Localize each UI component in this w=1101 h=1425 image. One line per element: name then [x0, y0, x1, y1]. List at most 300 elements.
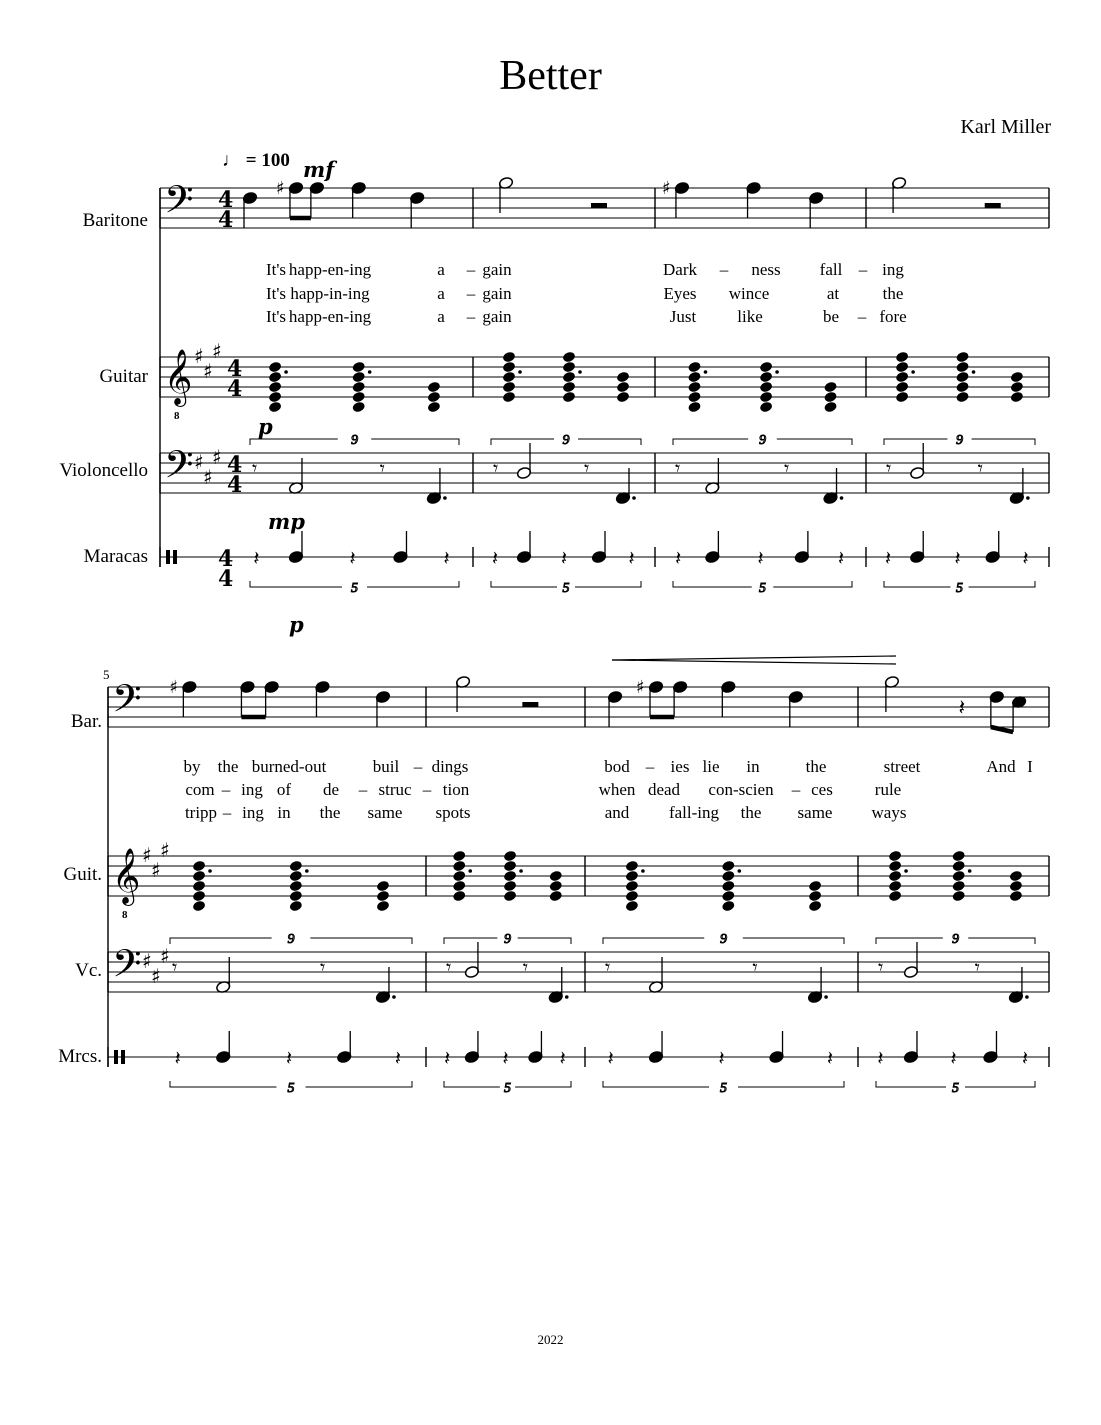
- time-signature-top: 4: [227, 452, 243, 478]
- chord-note: [268, 381, 282, 394]
- chord-note: [759, 401, 773, 414]
- lyric-syllable: fore: [879, 307, 907, 326]
- chord-note: [502, 391, 516, 404]
- bass-clef-icon: 𝄢: [164, 177, 194, 231]
- quarter-rest: 𝄽: [559, 1046, 566, 1070]
- tuplet-number: 9: [351, 433, 358, 448]
- chord-note: [503, 850, 517, 863]
- chord-note: [955, 351, 969, 364]
- quarter-rest: 𝄽: [1022, 1046, 1029, 1070]
- tuplet-number: 5: [720, 1081, 727, 1096]
- lyric-syllable: con-scien: [708, 780, 774, 799]
- eighth-rest: 𝄾: [752, 955, 758, 979]
- lyric-syllable: a: [437, 284, 445, 303]
- chord-note: [687, 371, 701, 384]
- chord-note: [808, 900, 822, 913]
- chord-note: [808, 890, 822, 903]
- percussion-clef-icon: [166, 550, 170, 564]
- lyric-syllable: by: [183, 757, 201, 776]
- eighth-rest: 𝄾: [783, 456, 790, 480]
- chord-note: [759, 381, 773, 394]
- quarter-rest: 𝄽: [492, 546, 499, 570]
- percussion-clef-icon: [173, 550, 177, 564]
- time-signature-top: 4: [218, 187, 234, 213]
- instrument-name-maracas: Maracas: [83, 546, 148, 567]
- chord-note: [376, 890, 390, 903]
- time-signature-top: 4: [227, 356, 243, 382]
- lyric-syllable: in: [746, 757, 760, 776]
- dot: [824, 995, 828, 999]
- lyric-syllable: tripp: [184, 803, 218, 822]
- chord-note: [452, 890, 466, 903]
- chord-note: [955, 371, 969, 384]
- lyric-syllable: happ-en-ing: [288, 260, 372, 279]
- lyric-syllable: ies: [670, 757, 690, 776]
- chord-note: [823, 391, 837, 404]
- notes: [169, 176, 1029, 1070]
- sharp-icon: ♯: [212, 339, 222, 363]
- sharp-icon: ♯: [142, 843, 152, 867]
- chord-note: [562, 381, 576, 394]
- chord-note: [952, 850, 966, 863]
- chord-note: [502, 351, 516, 364]
- sharp-icon: ♯: [203, 465, 213, 489]
- chord-note: [562, 351, 576, 364]
- chord-note: [759, 361, 773, 374]
- eighth-rest: 𝄾: [675, 456, 681, 480]
- dot: [632, 496, 636, 500]
- quarter-rest: 𝄽: [349, 546, 356, 570]
- quarter-rest: 𝄽: [444, 1046, 451, 1070]
- lyric-syllable: –: [466, 284, 476, 303]
- time-signature-bottom: 4: [227, 376, 243, 402]
- chord-note: [955, 391, 969, 404]
- chord-note: [1010, 371, 1024, 384]
- tuplet-number: 5: [562, 581, 570, 596]
- tempo-value: = 100: [245, 150, 290, 171]
- lyric-syllable: ness: [751, 260, 781, 279]
- lyric-syllable: the: [217, 757, 239, 776]
- chord-note: [562, 371, 576, 384]
- lyric-syllable: –: [422, 780, 432, 799]
- dot: [775, 370, 779, 374]
- lyric-syllable: –: [719, 260, 729, 279]
- quarter-rest: 𝄽: [394, 1046, 402, 1070]
- chord-note: [562, 391, 576, 404]
- percussion-clef-icon: [114, 1050, 118, 1064]
- chord-note: [721, 870, 735, 883]
- chord-note: [352, 361, 366, 374]
- lyric-syllable: –: [221, 780, 231, 799]
- dot: [1026, 496, 1030, 500]
- chord-note: [721, 860, 735, 873]
- chord-note: [503, 890, 517, 903]
- lyric-syllable: and: [604, 803, 630, 822]
- lyric-syllable: dead: [647, 780, 681, 799]
- chord-note: [955, 381, 969, 394]
- lyric-syllable: It's: [265, 260, 287, 279]
- lyric-syllable: It's: [265, 307, 287, 326]
- dot: [911, 370, 915, 374]
- tuplet-number: 9: [956, 433, 963, 448]
- sharp-icon: ♯: [151, 964, 161, 988]
- half-rest: [522, 702, 538, 707]
- chord-note: [616, 391, 630, 404]
- chord-note: [289, 890, 303, 903]
- chord-note: [1009, 870, 1023, 883]
- tuplet-number: 9: [504, 932, 511, 947]
- dot: [468, 869, 472, 873]
- time-signature-bottom: 4: [218, 566, 234, 592]
- sharp-icon: ♯: [160, 838, 170, 862]
- chord-note: [268, 401, 282, 414]
- chord-note: [1010, 391, 1024, 404]
- chord-note: [503, 880, 517, 893]
- eighth-rest: 𝄾: [252, 456, 258, 480]
- dot: [518, 370, 522, 374]
- tuplet-number: 5: [287, 1081, 295, 1096]
- eighth-rest: 𝄾: [977, 456, 983, 480]
- chord-note: [289, 900, 303, 913]
- chord-note: [352, 401, 366, 414]
- lyric-syllable: –: [466, 260, 476, 279]
- quarter-rest: 𝄽: [561, 546, 568, 570]
- lyric-syllable: same: [367, 803, 403, 822]
- chord-note: [352, 371, 366, 384]
- time-signature-bottom: 4: [218, 207, 234, 233]
- lyric-syllable: wince: [728, 284, 770, 303]
- chord-note: [625, 880, 639, 893]
- chord-note: [895, 361, 909, 374]
- chord-note: [268, 361, 282, 374]
- lyric-syllable: same: [797, 803, 833, 822]
- lyric-syllable: gain: [482, 284, 512, 303]
- chord-note: [452, 880, 466, 893]
- bass-clef-icon: 𝄢: [112, 941, 142, 995]
- quarter-rest: 𝄽: [286, 1046, 293, 1070]
- instrument-short-guitar: Guit.: [63, 864, 102, 885]
- chord-note: [502, 371, 516, 384]
- chord-note: [888, 870, 902, 883]
- chord-note: [352, 381, 366, 394]
- chord-note: [759, 371, 773, 384]
- chord-note: [427, 391, 441, 404]
- dot: [840, 496, 844, 500]
- lyric-syllable: gain: [482, 307, 512, 326]
- tuplet-number: 5: [759, 581, 766, 596]
- chord-note: [823, 401, 837, 414]
- dot: [208, 869, 212, 873]
- lyric-syllable: Dark: [663, 260, 697, 279]
- eighth-rest: 𝄾: [886, 456, 892, 480]
- dot: [968, 869, 972, 873]
- barlines: [108, 188, 1049, 1067]
- dot: [904, 869, 908, 873]
- lyric-syllable: the: [882, 284, 904, 303]
- eighth-rest: 𝄾: [493, 456, 499, 480]
- lyric-syllable: the: [805, 757, 827, 776]
- lyric-syllable: –: [222, 803, 232, 822]
- lyric-syllable: tion: [442, 780, 470, 799]
- eighth-rest: 𝄾: [379, 456, 385, 480]
- dot: [519, 869, 523, 873]
- lyric-syllable: It's: [265, 284, 287, 303]
- tuplet-brackets: [170, 433, 1035, 1096]
- quarter-rest: 𝄽: [954, 546, 961, 570]
- lyric-syllable: –: [645, 757, 655, 776]
- chord-note: [376, 900, 390, 913]
- quarter-rest: 𝄽: [877, 1046, 884, 1070]
- quarter-rest: 𝄽: [675, 546, 682, 570]
- dynamic-mp: mp: [268, 509, 305, 534]
- chord-note: [268, 371, 282, 384]
- chord-note: [562, 361, 576, 374]
- chord-note: [687, 381, 701, 394]
- chord-note: [888, 880, 902, 893]
- lyric-syllable: –: [858, 260, 868, 279]
- half-rest: [985, 203, 1001, 208]
- lyric-syllable: Just: [669, 307, 697, 326]
- time-signature-bottom: 4: [227, 472, 243, 498]
- chord-note: [376, 880, 390, 893]
- dot: [641, 869, 645, 873]
- chord-note: [808, 880, 822, 893]
- lyric-syllable: street: [883, 757, 921, 776]
- quarter-note-icon: ♩: [222, 150, 241, 171]
- chord-note: [687, 361, 701, 374]
- lyric-syllable: –: [358, 780, 368, 799]
- tuplet-number: 9: [562, 433, 570, 448]
- quarter-rest: 𝄽: [502, 1046, 509, 1070]
- instrument-short-baritone: Bar.: [70, 711, 102, 732]
- chord-note: [888, 860, 902, 873]
- eighth-rest: 𝄾: [522, 955, 529, 979]
- quarter-rest: 𝄽: [1022, 546, 1029, 570]
- quarter-rest: 𝄽: [958, 696, 966, 721]
- chord-note: [625, 900, 639, 913]
- chord-note: [452, 870, 466, 883]
- lyric-syllable: rule: [874, 780, 902, 799]
- chord-note: [192, 880, 206, 893]
- footer-year: 2022: [537, 1332, 564, 1347]
- measure-number: 5: [103, 667, 110, 682]
- sharp-icon: ♯: [194, 450, 204, 474]
- half-rest: [591, 203, 607, 208]
- chord-note: [721, 890, 735, 903]
- bass-clef-icon: 𝄢: [112, 676, 142, 730]
- lyric-syllable: ing: [882, 260, 904, 279]
- chord-note: [625, 860, 639, 873]
- chord-note: [1010, 381, 1024, 394]
- bass-clef-icon: 𝄢: [164, 442, 194, 496]
- chord-note: [502, 361, 516, 374]
- staff-lines: [108, 188, 1049, 1057]
- chord-note: [952, 880, 966, 893]
- decrescendo-hairpin: [612, 656, 896, 664]
- tuplet-number: 5: [504, 1081, 511, 1096]
- chord-note: [952, 860, 966, 873]
- chord-note: [352, 391, 366, 404]
- chord-note: [616, 381, 630, 394]
- lyric-syllable: ways: [871, 803, 907, 822]
- beam: [991, 727, 1013, 732]
- composer: Karl Miller: [960, 116, 1051, 138]
- quarter-rest: 𝄽: [950, 1046, 957, 1070]
- lyric-syllable: happ-en-ing: [288, 307, 372, 326]
- lyric-syllable: the: [319, 803, 341, 822]
- chord-note: [616, 371, 630, 384]
- lyric-syllable: be: [822, 307, 840, 326]
- clefs-and-signatures: [112, 177, 242, 1064]
- chord-note: [452, 850, 466, 863]
- lyric-syllable: fall: [819, 260, 843, 279]
- percussion-clef-icon: [121, 1050, 125, 1064]
- chord-note: [625, 890, 639, 903]
- chord-note: [888, 890, 902, 903]
- chord-note: [687, 391, 701, 404]
- lyric-syllable: dings: [431, 757, 469, 776]
- dot: [305, 869, 309, 873]
- chord-note: [625, 870, 639, 883]
- chord-note: [895, 381, 909, 394]
- chord-note: [1009, 880, 1023, 893]
- sharp-icon: ♯: [194, 344, 204, 368]
- lyric-syllable: like: [737, 307, 763, 326]
- lyric-syllable: bod: [604, 757, 630, 776]
- lyric-syllable: struc: [378, 780, 412, 799]
- lyric-syllable: the: [740, 803, 762, 822]
- quarter-rest: 𝄽: [718, 1046, 725, 1070]
- chord-note: [895, 391, 909, 404]
- lyric-syllable: –: [857, 307, 867, 326]
- lyric-syllable: spots: [435, 803, 471, 822]
- chord-note: [268, 391, 282, 404]
- tuplet-number: 9: [287, 932, 295, 947]
- chord-note: [952, 870, 966, 883]
- chord-note: [759, 391, 773, 404]
- chord-note: [192, 890, 206, 903]
- octave-marker: 8: [122, 909, 128, 921]
- dot: [972, 370, 976, 374]
- chord-note: [192, 870, 206, 883]
- chord-note: [289, 870, 303, 883]
- treble-clef-icon: 𝄞: [164, 349, 193, 405]
- lyric-syllable: And: [986, 757, 1016, 776]
- eighth-rest: 𝄾: [320, 955, 326, 979]
- sharp-icon: ♯: [275, 178, 285, 199]
- chord-note: [502, 381, 516, 394]
- chord-note: [955, 361, 969, 374]
- lyric-syllable: in: [277, 803, 291, 822]
- lyric-syllable: at: [826, 284, 840, 303]
- lyric-syllable: de: [322, 780, 340, 799]
- lyric-syllable: Eyes: [663, 284, 697, 303]
- chord-note: [452, 860, 466, 873]
- lyric-syllable: a: [437, 260, 445, 279]
- dot: [565, 995, 569, 999]
- lyric-syllable: burned-out: [251, 757, 327, 776]
- chord-note: [721, 900, 735, 913]
- dynamic-p-system2: p: [289, 612, 304, 637]
- lyric-syllable: com: [185, 780, 215, 799]
- time-signature-top: 4: [218, 546, 234, 572]
- chord-note: [823, 381, 837, 394]
- score-title: Better: [499, 53, 602, 99]
- eighth-rest: 𝄾: [446, 955, 452, 979]
- tuplet-number: 5: [952, 1081, 959, 1096]
- dot: [738, 869, 742, 873]
- chord-note: [895, 371, 909, 384]
- chord-note: [687, 401, 701, 414]
- quarter-rest: 𝄽: [628, 546, 635, 570]
- dot: [1025, 995, 1029, 999]
- lyric-syllable: of: [276, 780, 292, 799]
- lyric-syllable: lie: [702, 757, 720, 776]
- lyric-syllable: when: [598, 780, 636, 799]
- lyric-syllable: –: [413, 757, 423, 776]
- chord-note: [427, 381, 441, 394]
- chord-note: [549, 870, 563, 883]
- quarter-rest: 𝄽: [885, 546, 892, 570]
- quarter-rest: 𝄽: [838, 546, 845, 570]
- chord-note: [952, 890, 966, 903]
- instrument-short-violoncello: Vc.: [75, 960, 102, 981]
- chord-note: [503, 860, 517, 873]
- lyric-syllable: ing: [242, 803, 264, 822]
- chord-note: [289, 880, 303, 893]
- sharp-icon: ♯: [203, 359, 213, 383]
- lyric-syllable: happ-in-ing: [290, 284, 370, 303]
- dot: [284, 370, 288, 374]
- dot: [443, 496, 447, 500]
- sharp-icon: ♯: [142, 949, 152, 973]
- quarter-rest: 𝄽: [443, 546, 450, 570]
- tuplet-number: 9: [720, 932, 727, 947]
- lyric-syllable: a: [437, 307, 445, 326]
- chord-note: [503, 870, 517, 883]
- dot: [704, 370, 708, 374]
- octave-marker: 8: [174, 410, 180, 422]
- lyric-syllable: I: [1027, 757, 1033, 776]
- lyric-syllable: –: [466, 307, 476, 326]
- chord-note: [192, 860, 206, 873]
- eighth-rest: 𝄾: [605, 955, 611, 979]
- sharp-icon: ♯: [160, 944, 170, 968]
- tuplet-number: 9: [759, 433, 766, 448]
- lyric-syllable: –: [791, 780, 801, 799]
- chord-note: [549, 890, 563, 903]
- quarter-rest: 𝄽: [757, 546, 764, 570]
- tuplet-number: 5: [351, 581, 358, 596]
- sharp-icon: ♯: [661, 178, 671, 199]
- eighth-rest: 𝄾: [974, 955, 980, 979]
- chord-note: [888, 850, 902, 863]
- eighth-rest: 𝄾: [172, 955, 178, 979]
- quarter-rest: 𝄽: [253, 546, 260, 570]
- lyric-syllable: ces: [811, 780, 833, 799]
- chord-note: [721, 880, 735, 893]
- tuplet-number: 9: [952, 932, 959, 947]
- lyric-syllable: ing: [241, 780, 263, 799]
- sharp-icon: ♯: [212, 445, 222, 469]
- instrument-name-guitar: Guitar: [99, 366, 148, 387]
- eighth-rest: 𝄾: [878, 955, 884, 979]
- lyric-syllable: buil: [372, 757, 400, 776]
- instrument-name-violoncello: Violoncello: [59, 460, 148, 481]
- dot: [578, 370, 582, 374]
- sharp-icon: ♯: [169, 677, 179, 698]
- dot: [392, 995, 396, 999]
